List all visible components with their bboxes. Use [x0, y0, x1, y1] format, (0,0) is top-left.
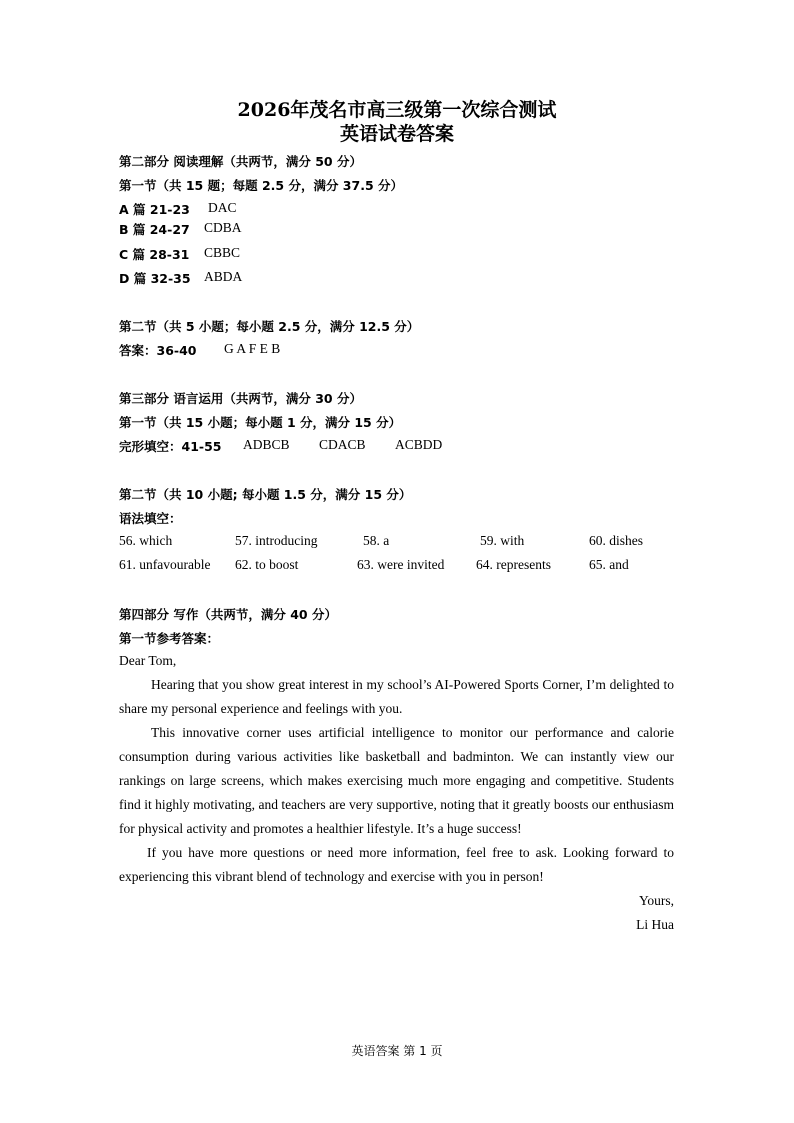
- letter-closing: Yours,: [638, 893, 674, 908]
- grammar-answer-56: 56. which: [119, 533, 173, 548]
- grammar-answer-59: 59. with: [480, 533, 525, 548]
- page-footer: 英语答案 第 1 页: [351, 1044, 443, 1058]
- grammar-answer-65: 65. and: [589, 557, 629, 572]
- part3-sec2-heading: 第二节（共 10 小题; 每小题 1.5 分，满分 15 分）: [119, 487, 412, 502]
- cloze-answers: 完形填空：41-55 ADBCB CDACB ACBDD: [119, 437, 443, 454]
- part4-sec1-heading: 第一节参考答案：: [119, 631, 220, 646]
- reading-row-b: B 篇 24-27 CDBA: [119, 220, 242, 237]
- part2-sec2-heading: 第二节（共 5 小题；每小题 2.5 分，满分 12.5 分）: [119, 319, 420, 334]
- grammar-answer-61: 61. unfavourable: [119, 557, 211, 572]
- seven-choice-answers: 答案：36-40 G A F E B: [119, 341, 281, 358]
- letter-paragraph-2: This innovative corner uses artificial intelligence to monitor our performance and calorie consumption during various activities like basketball and badminton. We can instantly view our rankings on large screens, which makes exercising much more engaging and competitive. Students find it highly motivating, and teachers are very supportive, noting that it greatly boosts our enthusiasm for physical activity and promotes a healthier lifestyle. It’s a huge success!: [119, 725, 674, 836]
- part3-sec1-heading: 第一节（共 15 小题；每小题 1 分，满分 15 分）: [119, 415, 402, 430]
- grammar-answer-63: 63. were invited: [357, 557, 445, 572]
- page-subtitle: 英语试卷答案: [339, 123, 454, 145]
- grammar-answer-58: 58. a: [363, 533, 390, 548]
- reading-row-c: C 篇 28-31 CBBC: [119, 245, 241, 262]
- reading-row-a: A 篇 21-23 DAC: [119, 200, 237, 217]
- part3-heading: 第三部分 语言运用（共两节，满分 30 分）: [119, 391, 362, 406]
- letter-paragraph-3: If you have more questions or need more information, feel free to ask. Looking forward to experiencing this vibrant blend of technology and exercise with you in person!: [119, 845, 674, 884]
- page-title: 2026年茂名市高三级第一次综合测试: [237, 99, 557, 121]
- part4-heading: 第四部分 写作（共两节，满分 40 分）: [119, 607, 337, 622]
- grammar-fill-label: 语法填空：: [119, 511, 182, 526]
- letter-signature: Li Hua: [636, 917, 674, 932]
- part2-heading: 第二部分 阅读理解（共两节，满分 50 分）: [119, 154, 362, 169]
- letter-paragraph-1: Hearing that you show great interest in my school’s AI-Powered Sports Corner, I’m delighted to share my personal experience and feelings with you.: [119, 677, 674, 716]
- grammar-answer-57: 57. introducing: [235, 533, 318, 548]
- part2-sec1-heading: 第一节（共 15 题；每题 2.5 分，满分 37.5 分）: [119, 178, 403, 193]
- grammar-answer-60: 60. dishes: [589, 533, 643, 548]
- letter-greeting: Dear Tom,: [119, 653, 177, 668]
- grammar-answer-64: 64. represents: [476, 557, 551, 572]
- grammar-answer-62: 62. to boost: [235, 557, 299, 572]
- reading-row-d: D 篇 32-35 ABDA: [119, 269, 243, 286]
